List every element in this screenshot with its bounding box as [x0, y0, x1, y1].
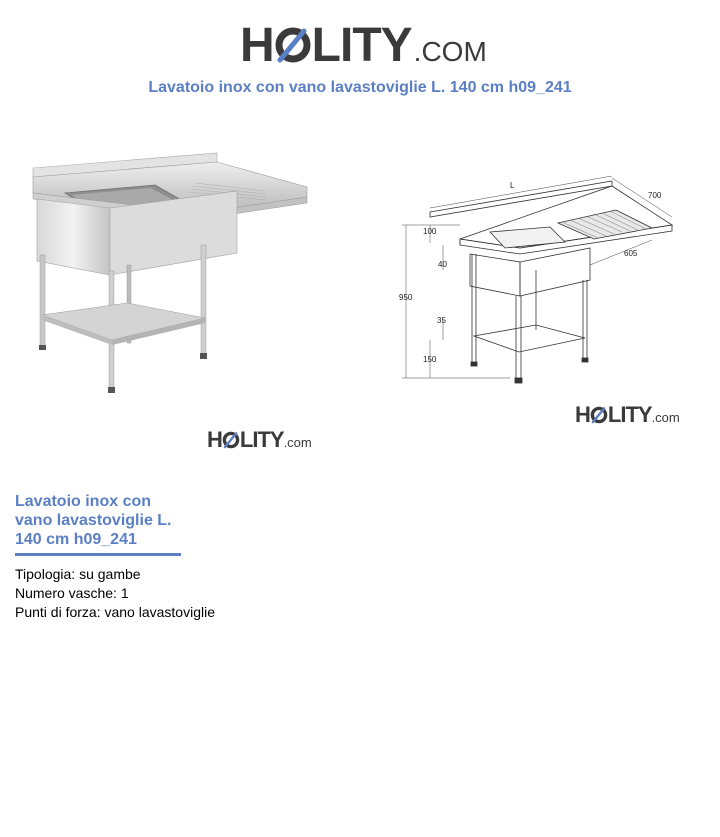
product-specs	[15, 565, 215, 622]
logo-domain: .COM	[413, 36, 487, 67]
logo-domain: .com	[651, 410, 680, 425]
spec-tipologia: Tipologia: su gambe	[15, 566, 141, 582]
product-name: Lavatoio inox con vano lavastoviglie L. 140 cm h09_241	[15, 493, 172, 548]
dim-label-950: 950	[399, 293, 413, 302]
holity-logo-photo	[207, 427, 312, 453]
dim-label-40: 40	[438, 260, 447, 269]
logo-o-icon	[222, 427, 240, 453]
technical-drawing	[390, 170, 690, 390]
page-title: Lavatoio inox con vano lavastoviglie L. 140 cm h09_241	[148, 79, 572, 96]
logo-letters: LITY	[607, 402, 652, 427]
spec-punti-di-forza: Punti di forza: vano lavastoviglie	[15, 604, 215, 620]
logo-o-icon	[590, 402, 608, 428]
title-underline	[15, 553, 181, 556]
spec-numero-vasche: Numero vasche: 1	[15, 585, 129, 601]
logo-o-icon	[274, 18, 312, 73]
logo-letter-h: H	[207, 427, 222, 452]
dim-label-l: L	[510, 181, 515, 190]
logo-letters: LITY	[311, 19, 412, 72]
dim-label-700: 700	[648, 191, 662, 200]
holity-logo[interactable]	[240, 18, 487, 73]
logo-domain: .com	[283, 435, 312, 450]
logo-letter-h: H	[575, 402, 590, 427]
logo-letter-h: H	[240, 19, 274, 72]
dim-label-605: 605	[624, 249, 638, 258]
dim-label-150: 150	[423, 355, 437, 364]
dim-label-35: 35	[437, 316, 446, 325]
product-photo	[15, 135, 325, 405]
dim-label-100: 100	[423, 227, 437, 236]
holity-logo-drawing	[575, 402, 680, 428]
logo-letters: LITY	[239, 427, 284, 452]
